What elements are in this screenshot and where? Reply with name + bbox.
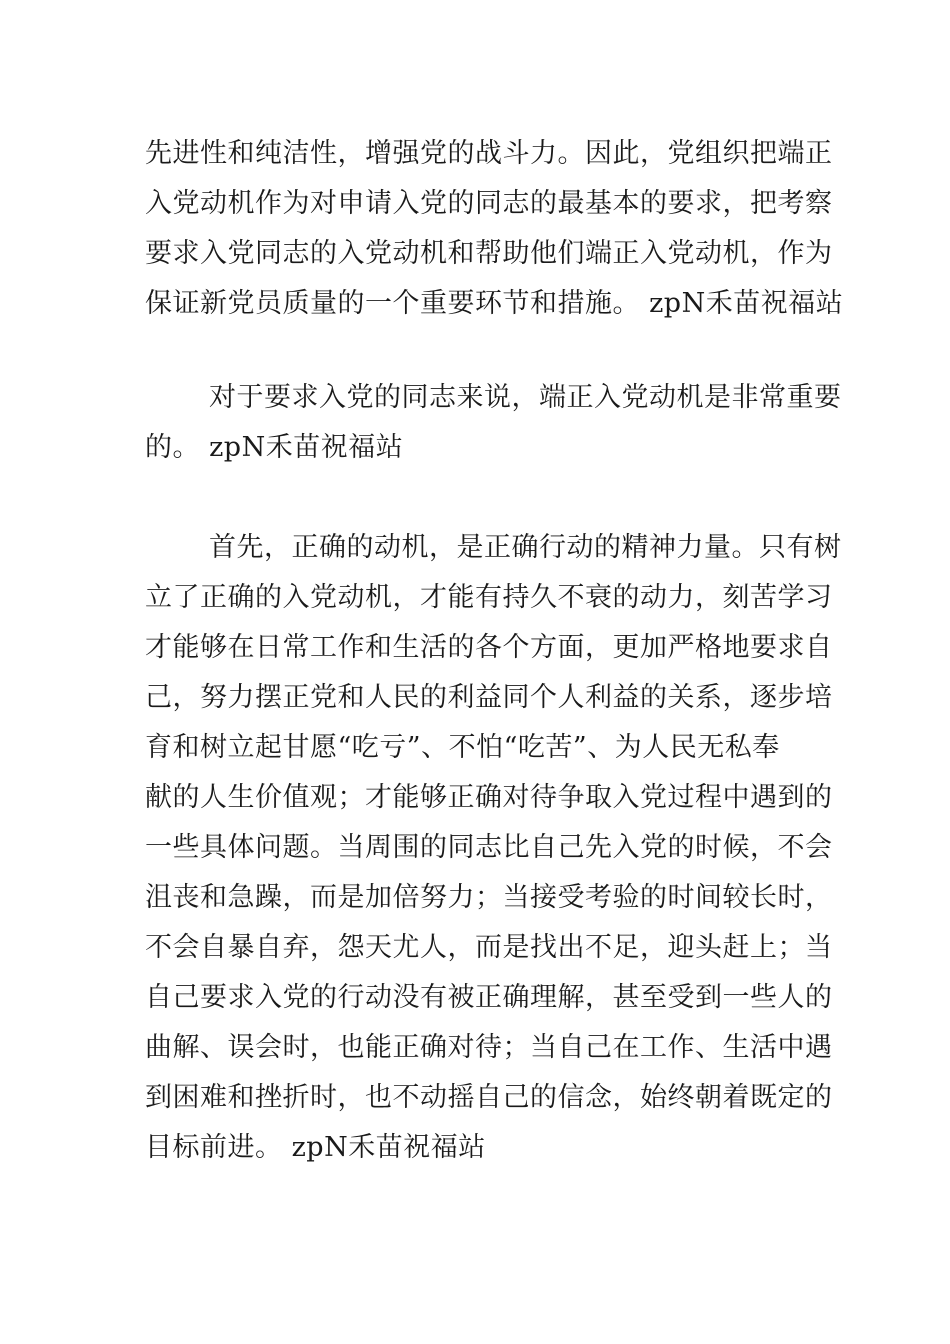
paragraph-line: 保证新党员质量的一个重要环节和措施。 zpN禾苗祝福站 (145, 288, 844, 319)
paragraph-line: 一些具体问题。当周围的同志比自己先入党的时候，不会 (145, 832, 833, 863)
paragraph-line: 先进性和纯洁性，增强党的战斗力。因此，党组织把端正 (145, 138, 833, 169)
paragraph-line: 不会自暴自弃，怨天尤人，而是找出不足，迎头赶上；当 (145, 932, 833, 963)
paragraph-line: 的。 zpN禾苗祝福站 (145, 432, 404, 463)
paragraph-line: 曲解、误会时，也能正确对待；当自己在工作、生活中遇 (145, 1032, 833, 1063)
paragraph-line: 对于要求入党的同志来说，端正入党动机是非常重要 (209, 382, 842, 413)
paragraph-line: 目标前进。 zpN禾苗祝福站 (145, 1132, 486, 1163)
paragraph-line: 己，努力摆正党和人民的利益同个人利益的关系，逐步培 (145, 682, 833, 713)
paragraph-3 (145, 523, 842, 1173)
paragraph-line: 才能够在日常工作和生活的各个方面，更加严格地要求自 (145, 632, 833, 663)
paragraph-line: 到困难和挫折时，也不动摇自己的信念，始终朝着既定的 (145, 1082, 833, 1113)
paragraph-line: 沮丧和急躁，而是加倍努力；当接受考验的时间较长时， (145, 882, 833, 913)
paragraph-1 (145, 129, 844, 329)
paragraph-line: 要求入党同志的入党动机和帮助他们端正入党动机，作为 (145, 238, 833, 269)
paragraph-line: 育和树立起甘愿“吃亏”、不怕“吃苦”、为人民无私奉 (145, 732, 780, 763)
paragraph-line: 立了正确的入党动机，才能有持久不衰的动力，刻苦学习 (145, 582, 833, 613)
paragraph-line: 献的人生价值观；才能够正确对待争取入党过程中遇到的 (145, 782, 833, 813)
paragraph-line: 首先，正确的动机，是正确行动的精神力量。只有树 (209, 532, 842, 563)
paragraph-line: 自己要求入党的行动没有被正确理解，甚至受到一些人的 (145, 982, 833, 1013)
paragraph-line: 入党动机作为对申请入党的同志的最基本的要求，把考察 (145, 188, 833, 219)
paragraph-2 (145, 373, 842, 473)
